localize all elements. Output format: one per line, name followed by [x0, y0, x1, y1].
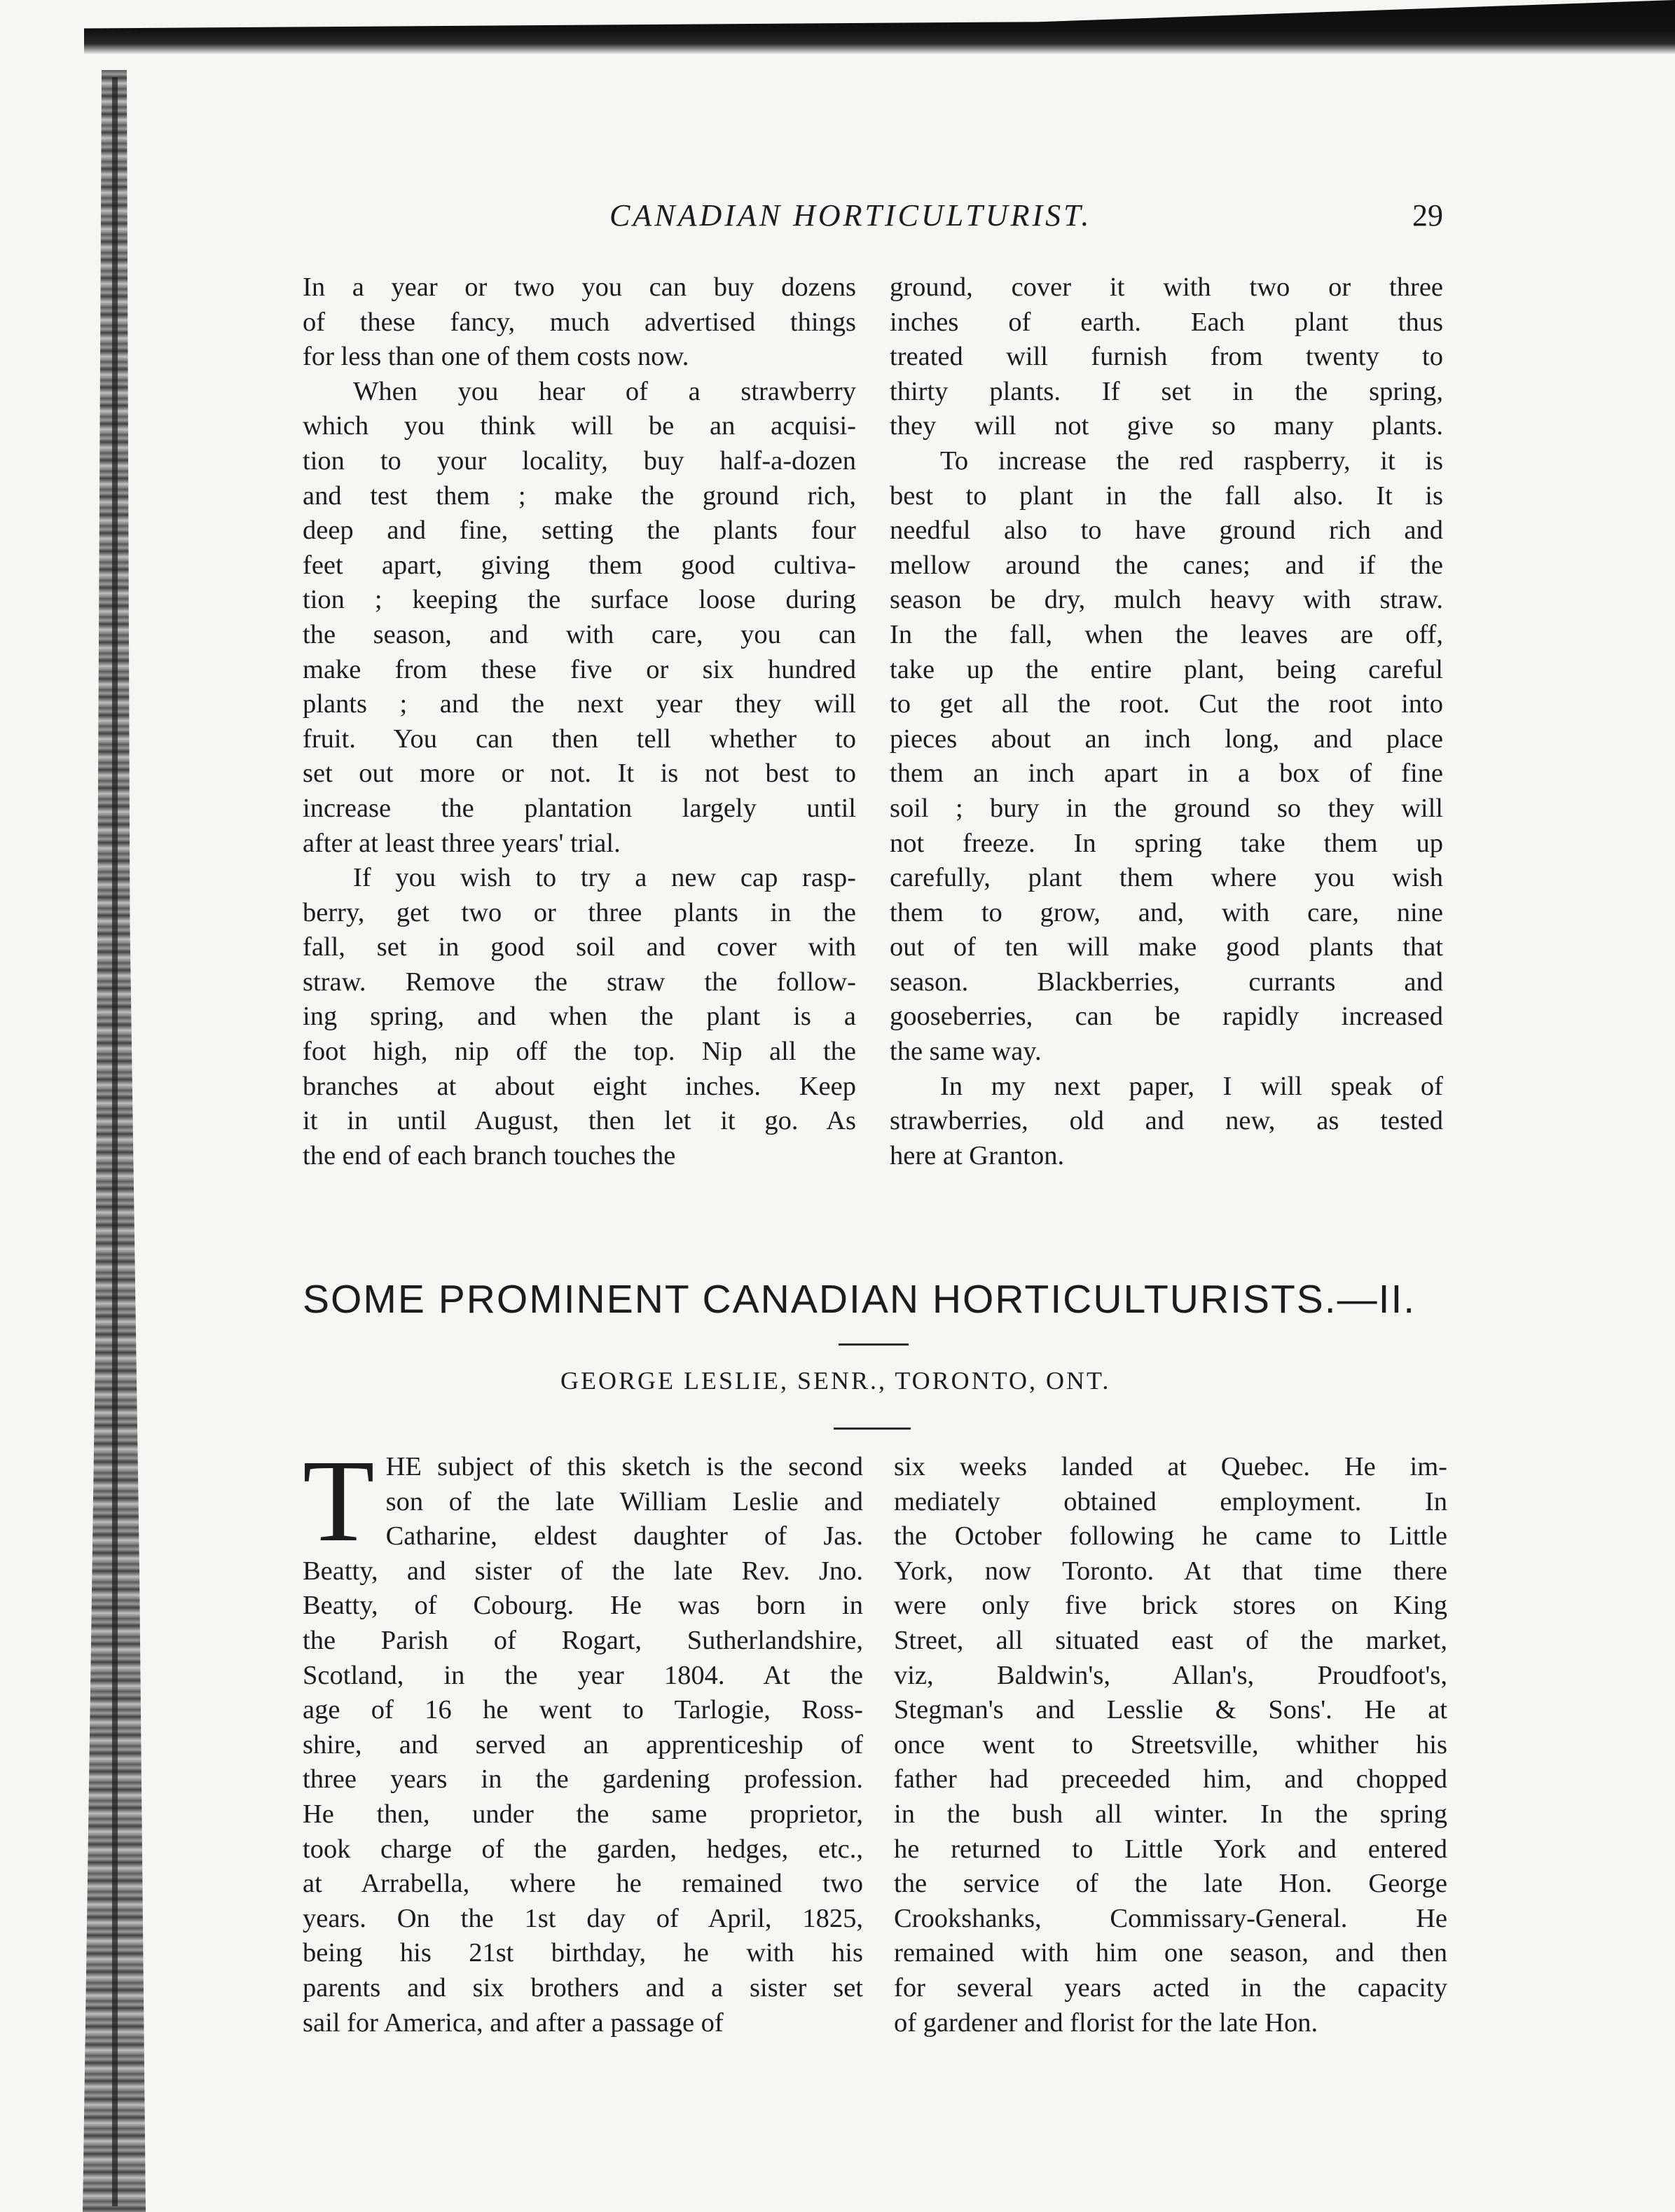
- text-line: mediately obtained employment. In: [894, 1486, 1447, 1516]
- text-line: remained with him one season, and then: [894, 1938, 1447, 1968]
- text-line: York, now Toronto. At that time there: [894, 1556, 1447, 1586]
- text-line: Catharine, eldest daughter of Jas.: [385, 1521, 863, 1551]
- text-line: Stegman's and Lesslie & Sons'. He at: [894, 1695, 1447, 1725]
- text-line: three years in the gardening profession.: [303, 1764, 863, 1795]
- text-line: season. Blackberries, currants and: [890, 967, 1443, 997]
- text-line: Street, all situated east of the market,: [894, 1625, 1447, 1655]
- page-number: 29: [1412, 198, 1443, 233]
- text-line: thirty plants. If set in the spring,: [890, 376, 1443, 406]
- text-line: straw. Remove the straw the follow-: [303, 967, 856, 997]
- text-line: In a year or two you can buy dozens: [303, 272, 856, 302]
- text-line: were only five brick stores on King: [894, 1591, 1447, 1621]
- text-line: them to grow, and, with care, nine: [890, 897, 1443, 927]
- text-line: the service of the late Hon. George: [894, 1869, 1447, 1899]
- text-line: set out more or not. It is not best to: [303, 759, 856, 789]
- article-column-1: [303, 1436, 863, 2040]
- divider-rule: [839, 1343, 909, 1346]
- text-line: viz, Baldwin's, Allan's, Proudfoot's,: [894, 1660, 1447, 1690]
- text-line: in the bush all winter. In the spring: [894, 1799, 1447, 1829]
- text-line: feet apart, giving them good cultiva-: [303, 550, 856, 580]
- text-line: best to plant in the fall also. It is: [890, 481, 1443, 511]
- text-line: When you hear of a strawberry: [353, 376, 856, 406]
- text-line: it in until August, then let it go. As: [303, 1106, 856, 1136]
- text-line: they will not give so many plants.: [890, 411, 1443, 441]
- text-line: being his 21st birthday, he with his: [303, 1938, 863, 1968]
- text-line: Crookshanks, Commissary-General. He: [894, 1903, 1447, 1933]
- text-line: the same way.: [890, 1037, 1042, 1067]
- drop-cap: T: [303, 1436, 375, 1566]
- text-line: here at Granton.: [890, 1140, 1065, 1170]
- text-line: fall, set in good soil and cover with: [303, 932, 856, 962]
- text-line: In my next paper, I will speak of: [940, 1071, 1443, 1101]
- text-line: branches at about eight inches. Keep: [303, 1071, 856, 1101]
- text-line: the season, and with care, you can: [303, 619, 856, 649]
- text-line: to get all the root. Cut the root into: [890, 689, 1443, 719]
- text-line: In the fall, when the leaves are off,: [890, 619, 1443, 649]
- text-line: needful also to have ground rich and: [890, 516, 1443, 546]
- text-line: strawberries, old and new, as tested: [890, 1106, 1443, 1136]
- text-line: not freeze. In spring take them up: [890, 828, 1443, 858]
- article-column-2: [894, 1450, 1447, 2040]
- text-line: son of the late William Leslie and: [385, 1486, 863, 1516]
- text-line: ing spring, and when the plant is a: [303, 1002, 856, 1032]
- text-line: out of ten will make good plants that: [890, 932, 1443, 962]
- running-title: CANADIAN HORTICULTURIST.: [609, 198, 1092, 233]
- text-line: for several years acted in the capacity: [894, 1972, 1447, 2003]
- text-line: To increase the red raspberry, it is: [940, 445, 1443, 476]
- text-line: plants ; and the next year they will: [303, 689, 856, 719]
- text-line: increase the plantation largely until: [303, 793, 856, 823]
- text-line: tion ; keeping the surface loose during: [303, 585, 856, 615]
- text-line: sail for America, and after a passage of: [303, 2007, 724, 2038]
- text-line: which you think will be an acquisi-: [303, 411, 856, 441]
- text-column-2: [890, 270, 1443, 1173]
- text-line: once went to Streetsville, whither his: [894, 1729, 1447, 1760]
- text-line: deep and fine, setting the plants four: [303, 516, 856, 546]
- text-line: for less than one of them costs now.: [303, 342, 689, 372]
- text-line: season be dry, mulch heavy with straw.: [890, 585, 1443, 615]
- page-binding-edge: [112, 77, 118, 2206]
- text-line: soil ; bury in the ground so they will: [890, 793, 1443, 823]
- text-line: pieces about an inch long, and place: [890, 724, 1443, 754]
- text-line: parents and six brothers and a sister set: [303, 1972, 863, 2003]
- text-line: the Parish of Rogart, Sutherlandshire,: [303, 1625, 863, 1655]
- text-line: years. On the 1st day of April, 1825,: [303, 1903, 863, 1933]
- text-column-1: [303, 270, 856, 1173]
- scan-shadow-top: [84, 0, 1675, 55]
- text-line: inches of earth. Each plant thus: [890, 307, 1443, 337]
- text-line: Scotland, in the year 1804. At the: [303, 1660, 863, 1690]
- text-line: berry, get two or three plants in the: [303, 897, 856, 927]
- text-line: make from these five or six hundred: [303, 654, 856, 684]
- text-line: mellow around the canes; and if the: [890, 550, 1443, 580]
- divider-rule: [834, 1428, 911, 1430]
- text-line: them an inch apart in a box of fine: [890, 759, 1443, 789]
- article-heading: SOME PROMINENT CANADIAN HORTICULTURISTS.—II.: [303, 1277, 1416, 1322]
- text-line: of these fancy, much advertised things: [303, 307, 856, 337]
- text-line: six weeks landed at Quebec. He im-: [894, 1452, 1447, 1481]
- text-line: age of 16 he went to Tarlogie, Ross-: [303, 1695, 863, 1725]
- text-line: If you wish to try a new cap rasp-: [353, 863, 856, 893]
- text-line: the October following he came to Little: [894, 1521, 1447, 1551]
- text-line: take up the entire plant, being careful: [890, 654, 1443, 684]
- text-line: after at least three years' trial.: [303, 828, 621, 858]
- text-line: tion to your locality, buy half-a-dozen: [303, 445, 856, 476]
- text-line: took charge of the garden, hedges, etc.,: [303, 1834, 863, 1864]
- text-line: Beatty, and sister of the late Rev. Jno.: [303, 1556, 863, 1586]
- text-line: carefully, plant them where you wish: [890, 863, 1443, 893]
- text-line: he returned to Little York and entered: [894, 1834, 1447, 1864]
- text-line: father had preceeded him, and chopped: [894, 1764, 1447, 1795]
- text-line: gooseberries, can be rapidly increased: [890, 1002, 1443, 1032]
- text-line: at Arrabella, where he remained two: [303, 1869, 863, 1899]
- text-line: ground, cover it with two or three: [890, 272, 1443, 302]
- text-line: of gardener and florist for the late Hon.: [894, 2007, 1318, 2038]
- text-line: and test them ; make the ground rich,: [303, 481, 856, 511]
- text-line: He then, under the same proprietor,: [303, 1799, 863, 1829]
- text-line: treated will furnish from twenty to: [890, 342, 1443, 372]
- article-subheading: GEORGE LESLIE, SENR., TORONTO, ONT.: [560, 1367, 1111, 1395]
- text-line: fruit. You can then tell whether to: [303, 724, 856, 754]
- text-line: HE subject of this sketch is the second: [385, 1452, 863, 1481]
- text-line: the end of each branch touches the: [303, 1140, 676, 1170]
- text-line: shire, and served an apprenticeship of: [303, 1729, 863, 1760]
- running-head: [308, 198, 1443, 247]
- text-line: foot high, nip off the top. Nip all the: [303, 1037, 856, 1067]
- text-line: Beatty, of Cobourg. He was born in: [303, 1591, 863, 1621]
